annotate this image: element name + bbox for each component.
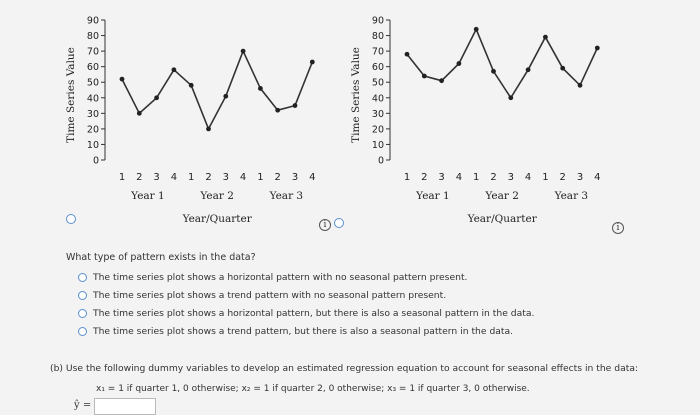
- y-tick-label: 40: [371, 93, 384, 105]
- x-tick-label: 2: [274, 172, 281, 183]
- y-tick-label: 90: [86, 15, 99, 27]
- x-tick-label: 3: [507, 172, 514, 183]
- y-tick-label: 80: [86, 31, 99, 43]
- option-trend-no-seasonal[interactable]: [78, 286, 534, 304]
- chart-left-radio[interactable]: [66, 214, 76, 224]
- x-tick-label: 4: [170, 172, 178, 183]
- x-tick-label: 1: [257, 172, 264, 183]
- line-chart: [60, 0, 330, 235]
- data-point: [258, 86, 263, 91]
- option-radio[interactable]: [78, 309, 87, 318]
- data-point: [241, 49, 246, 54]
- x-axis-title: Year/Quarter: [182, 213, 252, 225]
- data-point: [595, 46, 600, 51]
- data-point: [457, 61, 462, 66]
- regression-equation-input[interactable]: [94, 398, 156, 415]
- y-tick-label: 50: [371, 77, 384, 89]
- option-label: The time series plot shows a horizontal pattern with no seasonal pattern present.: [93, 271, 468, 283]
- y-tick-label: 0: [377, 155, 384, 167]
- option-label: The time series plot shows a trend pattern, but there is also a seasonal pattern in the data.: [93, 325, 514, 337]
- data-point: [206, 126, 211, 131]
- data-point: [275, 108, 280, 113]
- chart-left: [60, 0, 330, 235]
- option-radio[interactable]: [78, 327, 87, 336]
- x-tick-label: 4: [309, 172, 316, 183]
- data-point: [474, 27, 479, 32]
- y-tick-label: 70: [371, 46, 384, 58]
- year-label: Year 2: [485, 190, 519, 202]
- x-tick-label: 3: [438, 172, 445, 183]
- data-point: [310, 60, 315, 65]
- data-point: [154, 95, 159, 100]
- x-tick-label: 3: [153, 172, 160, 183]
- data-point: [422, 74, 427, 79]
- x-tick-label: 1: [542, 172, 549, 183]
- x-axis-title: Year/Quarter: [467, 213, 537, 225]
- option-radio[interactable]: [78, 291, 87, 300]
- x-tick-label: 3: [222, 172, 229, 183]
- data-point: [137, 111, 142, 116]
- option-radio[interactable]: [78, 273, 87, 282]
- year-label: Year 2: [200, 190, 234, 202]
- y-tick-label: 0: [92, 155, 99, 167]
- question-text: What type of pattern exists in the data?: [66, 252, 256, 263]
- y-tick-label: 80: [371, 31, 384, 43]
- x-tick-label: 1: [188, 172, 195, 183]
- y-axis-title: Time Series Value: [350, 47, 362, 143]
- answer-options: [78, 268, 534, 340]
- x-tick-label: 4: [455, 172, 463, 183]
- data-point: [508, 95, 513, 100]
- data-point: [293, 103, 298, 108]
- x-tick-label: 3: [576, 172, 584, 183]
- x-tick-label: 4: [594, 172, 601, 183]
- x-tick-label: 1: [118, 172, 126, 183]
- data-point: [172, 67, 177, 72]
- option-label: The time series plot shows a horizontal pattern, but there is also a seasonal pattern in the data.: [93, 307, 535, 319]
- x-tick-label: 2: [205, 172, 212, 183]
- dummy-variable-definition: x₁ = 1 if quarter 1, 0 otherwise; x₂ = 1 if quarter 2, 0 otherwise; x₃ = 1 if quarter 3, 0 otherwise.: [96, 384, 530, 394]
- year-label: Year 3: [554, 190, 589, 202]
- y-tick-label: 60: [371, 62, 384, 74]
- year-label: Year 3: [269, 190, 304, 202]
- y-tick-label: 20: [371, 124, 384, 136]
- yhat-label: ŷ =: [74, 400, 92, 411]
- x-tick-label: 2: [136, 172, 143, 183]
- x-tick-label: 2: [421, 172, 428, 183]
- data-point: [120, 77, 125, 82]
- x-tick-label: 2: [490, 172, 497, 183]
- data-point: [223, 94, 228, 99]
- y-tick-label: 10: [371, 139, 384, 151]
- x-tick-label: 1: [473, 172, 480, 183]
- series-line: [407, 29, 597, 98]
- data-point: [543, 35, 548, 40]
- data-point: [189, 83, 194, 88]
- option-horizontal-no-seasonal[interactable]: [78, 268, 534, 286]
- part-b-prompt: (b) Use the following dummy variables to develop an estimated regression equation to account for seasonal effects in the data:: [50, 363, 639, 374]
- x-tick-label: 4: [239, 172, 247, 183]
- line-chart: [345, 0, 615, 235]
- option-trend-seasonal[interactable]: [78, 322, 534, 340]
- y-tick-label: 10: [86, 139, 99, 151]
- data-point: [560, 66, 565, 71]
- year-label: Year 1: [416, 190, 450, 202]
- y-axis-title: Time Series Value: [65, 47, 77, 143]
- x-tick-label: 1: [403, 172, 411, 183]
- y-tick-label: 30: [371, 108, 384, 120]
- y-tick-label: 70: [86, 46, 99, 58]
- y-tick-label: 90: [371, 15, 384, 27]
- y-tick-label: 60: [86, 62, 99, 74]
- series-line: [122, 51, 312, 129]
- year-label: Year 1: [131, 190, 165, 202]
- chart-right-radio[interactable]: [334, 218, 344, 228]
- option-label: The time series plot shows a trend pattern with no seasonal pattern present.: [93, 289, 447, 301]
- data-point: [439, 78, 444, 83]
- chart-right-info-icon[interactable]: i: [612, 222, 624, 234]
- option-horizontal-seasonal[interactable]: [78, 304, 534, 322]
- chart-right: [345, 0, 615, 235]
- data-point: [405, 52, 410, 57]
- y-tick-label: 40: [86, 93, 99, 105]
- chart-left-info-icon[interactable]: i: [319, 219, 331, 231]
- data-point: [491, 69, 496, 74]
- data-point: [526, 67, 531, 72]
- y-tick-label: 20: [86, 124, 99, 136]
- x-tick-label: 2: [559, 172, 566, 183]
- x-tick-label: 3: [291, 172, 299, 183]
- y-tick-label: 30: [86, 108, 99, 120]
- data-point: [578, 83, 583, 88]
- x-tick-label: 4: [524, 172, 532, 183]
- y-tick-label: 50: [86, 77, 99, 89]
